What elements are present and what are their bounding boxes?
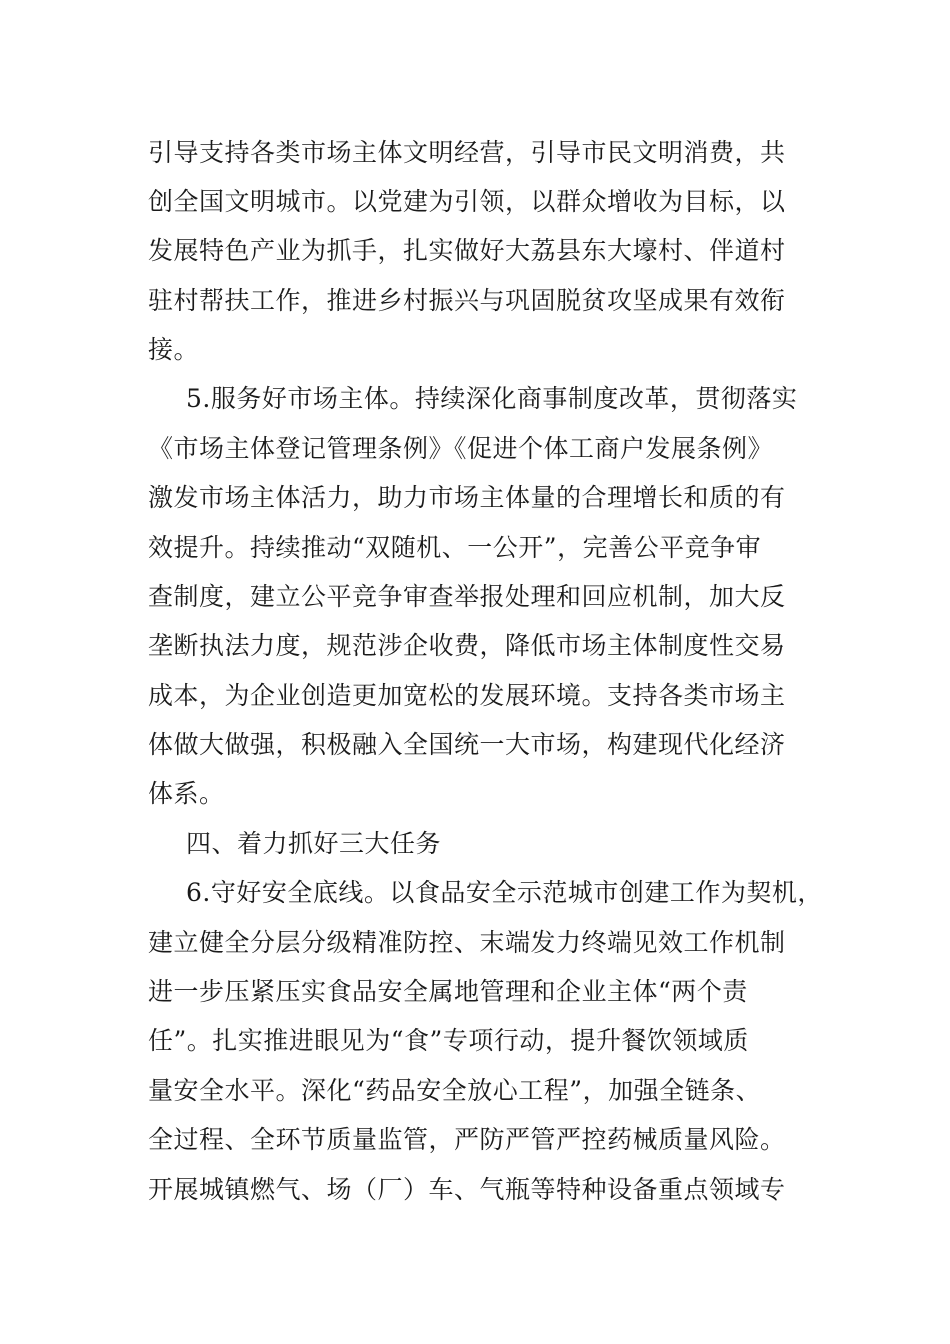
text-line: 创全国文明城市。以党建为引领，以群众增收为目标，以: [148, 187, 786, 216]
text-line: 进一步压紧压实食品安全属地管理和企业主体“两个责: [148, 977, 748, 1006]
text-line: 成本，为企业创造更加宽松的发展环境。支持各类市场主: [148, 681, 786, 710]
text-line: 驻村帮扶工作，推进乡村振兴与巩固脱贫攻坚成果有效衔: [148, 286, 786, 315]
text-line: 激发市场主体活力，助力市场主体量的合理增长和质的有: [148, 483, 786, 512]
paragraph-heading-6: 6.守好安全底线。以食品安全示范城市创建工作为契机，: [186, 878, 823, 907]
text-line: 垄断执法力度，规范涉企收费，降低市场主体制度性交易: [148, 631, 786, 660]
text-line: 效提升。持续推动“双随机、一公开”，完善公平竞争审: [148, 533, 762, 562]
text-line: 量安全水平。深化“药品安全放心工程”，加强全链条、: [148, 1076, 762, 1105]
text-line: 全过程、全环节质量监管，严防严管严控药械质量风险。: [148, 1125, 786, 1154]
paragraph-heading-5: 5.服务好市场主体。持续深化商事制度改革，贯彻落实: [186, 384, 798, 413]
section-heading: 四、着力抓好三大任务: [186, 829, 442, 858]
text-line: 体做大做强，积极融入全国统一大市场，构建现代化经济: [148, 730, 786, 759]
text-line: 查制度，建立公平竞争审查举报处理和回应机制，加大反: [148, 582, 786, 611]
text-line: 发展特色产业为抓手，扎实做好大荔县东大壕村、伴道村: [148, 236, 786, 265]
text-line: 建立健全分层分级精准防控、末端发力终端见效工作机制: [148, 928, 786, 957]
text-line: 《市场主体登记管理条例》《促进个体工商户发展条例》: [148, 434, 774, 463]
text-line: 接。: [148, 335, 200, 364]
text-line: 体系。: [148, 779, 225, 808]
text-line: 任”。扎实推进眼见为“食”专项行动，提升餐饮领域质: [148, 1026, 749, 1055]
text-line: 引导支持各类市场主体文明经营，引导市民文明消费，共: [148, 138, 786, 167]
text-line: 开展城镇燃气、场（厂）车、气瓶等特种设备重点领域专: [148, 1175, 786, 1204]
